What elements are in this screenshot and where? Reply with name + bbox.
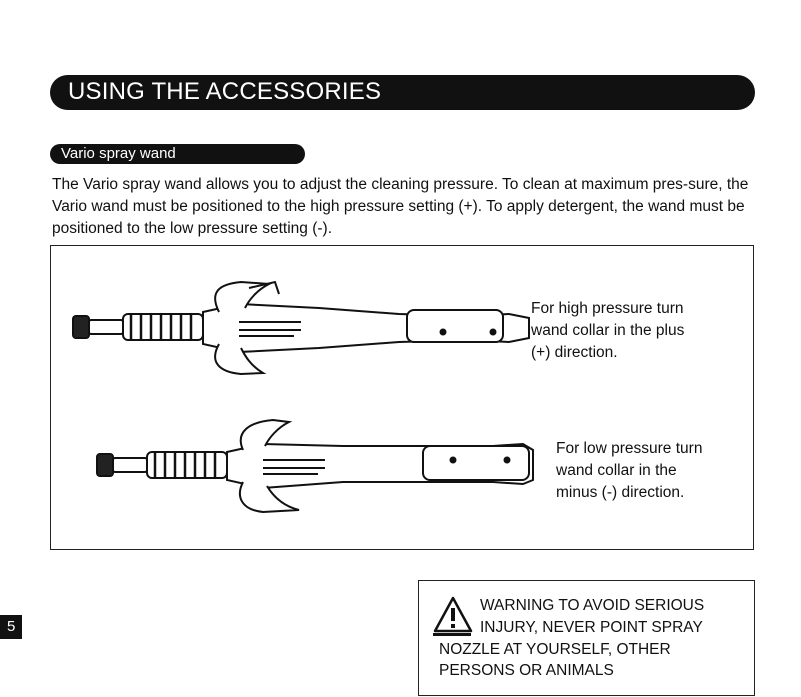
- subsection-title: Vario spray wand: [61, 145, 176, 162]
- subsection-banner: [50, 144, 305, 164]
- warning-line-1: WARNING TO AVOID SERIOUS: [480, 597, 705, 614]
- wand-high-pressure-illustration: [69, 278, 539, 378]
- warning-line-4: PERSONS OR ANIMALS: [439, 662, 614, 679]
- wand-low-pressure-illustration: [93, 416, 543, 516]
- low-caption-line-2: wand collar in the: [556, 462, 677, 479]
- low-caption-line-1: For low pressure turn: [556, 440, 703, 457]
- low-caption-line-3: minus (-) direction.: [556, 484, 685, 501]
- warning-line-2: INJURY, NEVER POINT SPRAY: [480, 619, 703, 636]
- page-number-tab: [0, 615, 22, 639]
- wand-figure: [50, 245, 754, 550]
- warning-line-3: NOZZLE AT YOURSELF, OTHER: [439, 641, 671, 658]
- high-pressure-caption: [531, 298, 684, 364]
- warning-triangle-icon: [433, 595, 473, 637]
- section-banner: [50, 75, 755, 110]
- warning-box: [418, 580, 755, 696]
- intro-paragraph: The Vario spray wand allows you to adjust the cleaning pressure. To clean at maximum pres-sure, the Vario wand must be positioned to the high pressure setting (+). To apply detergent, the wand must be positioned to the low pressure setting (-).: [52, 176, 749, 237]
- high-caption-line-1: For high pressure turn: [531, 300, 684, 317]
- section-title: USING THE ACCESSORIES: [68, 78, 382, 105]
- page-number: 5: [7, 618, 16, 635]
- low-pressure-caption: [556, 438, 702, 504]
- high-caption-line-2: wand collar in the plus: [531, 322, 685, 339]
- high-caption-line-3: (+) direction.: [531, 344, 618, 361]
